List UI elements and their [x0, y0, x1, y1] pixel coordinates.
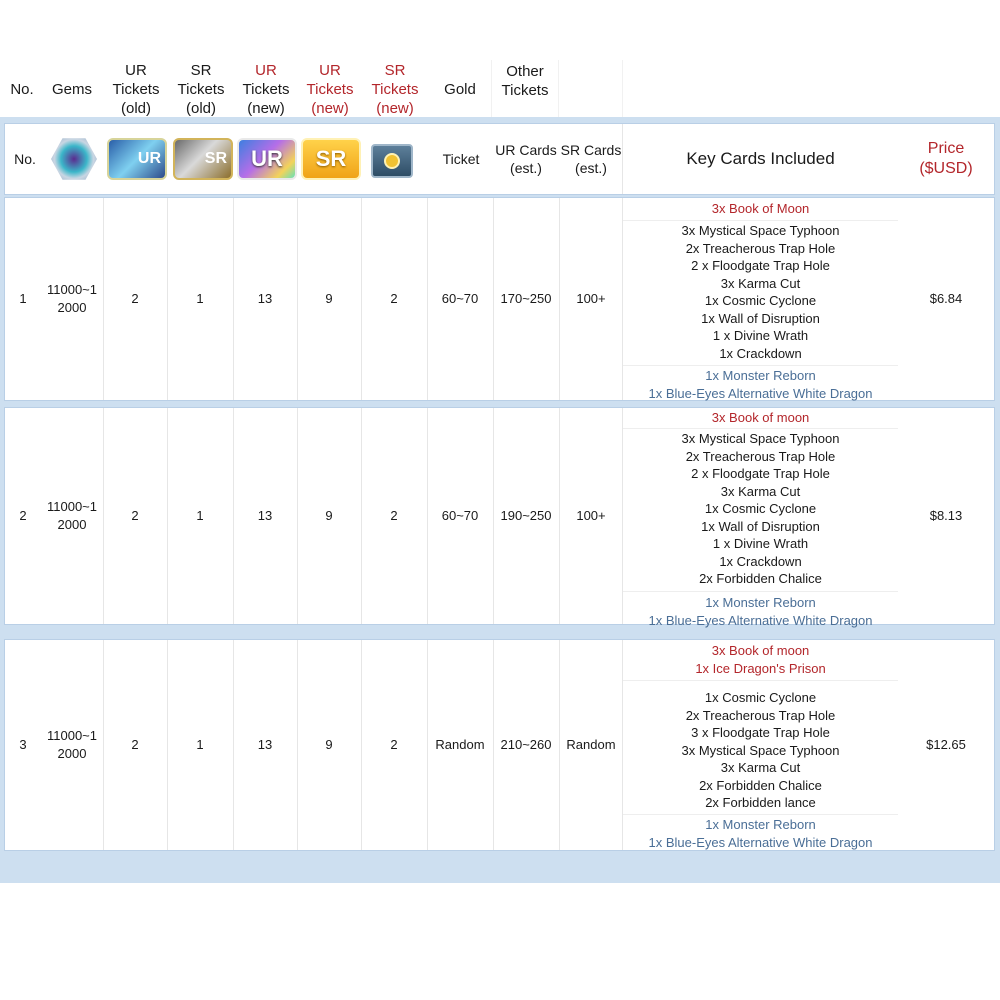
- header-gems: Gems: [51, 80, 92, 98]
- ur-ticket-new-icon: UR: [237, 138, 297, 180]
- key-cards-blue: [623, 367, 898, 402]
- icon-header-no: No.: [14, 151, 36, 167]
- header-sr-new: SR Tickets (new): [371, 61, 419, 117]
- row-sr-new-b: 2: [390, 737, 398, 752]
- list-item: 1x Monster Reborn: [705, 817, 816, 832]
- divider: [558, 60, 559, 118]
- list-item: 1x Wall of Disruption: [701, 310, 820, 326]
- list-item: 1x Wall of Disruption: [701, 518, 820, 534]
- row-no: 3: [19, 737, 27, 752]
- row-gems: 11000~1 2000: [46, 282, 97, 315]
- row-ur-cards: 170~250: [500, 291, 552, 306]
- header-gold: Gold: [444, 80, 476, 98]
- row-sr-new-b: 2: [390, 508, 398, 523]
- table-row: [4, 407, 995, 628]
- list-item: 1x Crackdown: [719, 345, 802, 361]
- top-header-row: [0, 60, 1000, 118]
- row-sr-new-a: 9: [325, 737, 333, 752]
- key-cards-blue: [623, 594, 898, 629]
- row-sr-new-b: 2: [390, 291, 398, 306]
- list-item: 2x Treacherous Trap Hole: [685, 448, 836, 464]
- row-price: $12.65: [926, 737, 966, 752]
- list-item: 3x Mystical Space Typhoon: [681, 742, 840, 758]
- coin-icon: [384, 153, 400, 169]
- table-frame: [0, 117, 1000, 883]
- row-no: 1: [19, 291, 27, 306]
- list-item: 1x Ice Dragon's Prison: [695, 660, 826, 676]
- row-price: $6.84: [929, 291, 963, 306]
- row-ur-cards: 190~250: [500, 508, 552, 523]
- icon-header-ur-cards: UR Cards (est.): [495, 142, 557, 176]
- row-gems: 11000~1 2000: [46, 499, 97, 532]
- list-item: 2x Treacherous Trap Hole: [685, 707, 836, 723]
- divider: [623, 428, 898, 429]
- key-cards-black: [623, 222, 898, 362]
- row-ur-new: 13: [257, 737, 273, 752]
- list-item: 1x Monster Reborn: [705, 368, 816, 383]
- row-sr-new-a: 9: [325, 508, 333, 523]
- icon-header-ticket: Ticket: [442, 151, 480, 167]
- list-item: 3x Book of Moon: [711, 201, 810, 216]
- row-sr-cards: Random: [566, 737, 616, 752]
- list-item: 3x Karma Cut: [720, 760, 801, 775]
- other-ticket-icon: [371, 144, 413, 178]
- gem-icon: [51, 136, 97, 182]
- divider: [623, 591, 898, 592]
- key-cards-list: [623, 198, 898, 400]
- list-item: 1x Blue-Eyes Alternative White Dragon: [648, 834, 873, 850]
- key-cards-red: [623, 409, 898, 427]
- row-sr-old: 1: [196, 508, 204, 523]
- row-ur-new: 13: [257, 291, 273, 306]
- table-row: [4, 639, 995, 851]
- key-cards-red: [623, 200, 898, 218]
- header-no: No.: [10, 80, 34, 98]
- list-item: 1x Crackdown: [719, 553, 802, 569]
- key-cards-list: [623, 408, 898, 628]
- list-item: 3x Karma Cut: [720, 275, 801, 291]
- list-item: 1 x Divine Wrath: [712, 328, 809, 343]
- sr-ticket-old-icon: SR: [173, 138, 233, 180]
- row-gold: 60~70: [441, 508, 479, 523]
- row-ur-cards: 210~260: [500, 737, 552, 752]
- row-gold: 60~70: [441, 291, 479, 306]
- row-sr-new-a: 9: [325, 291, 333, 306]
- list-item: 3x Mystical Space Typhoon: [681, 223, 840, 238]
- list-item: 1 x Divine Wrath: [712, 536, 809, 551]
- list-item: 1x Cosmic Cyclone: [704, 293, 817, 308]
- key-cards-red: [623, 642, 898, 677]
- sr-ticket-new-icon: SR: [301, 138, 361, 180]
- list-item: 3x Book of moon: [711, 410, 810, 425]
- row-gems: 11000~1 2000: [46, 728, 97, 761]
- icon-header-price: Price ($USD): [919, 140, 973, 177]
- row-ur-old: 2: [131, 291, 139, 306]
- divider: [491, 60, 492, 118]
- list-item: 2x Forbidden lance: [705, 795, 816, 810]
- divider: [623, 814, 898, 815]
- divider: [623, 220, 898, 221]
- list-item: 2 x Floodgate Trap Hole: [691, 466, 830, 481]
- header-ur-new: UR Tickets (new): [242, 61, 290, 117]
- list-item: 1x Monster Reborn: [705, 595, 816, 610]
- row-ur-new: 13: [257, 508, 273, 523]
- key-cards-black: [623, 430, 898, 588]
- list-item: 3x Mystical Space Typhoon: [681, 431, 840, 446]
- list-item: 2 x Floodgate Trap Hole: [691, 258, 830, 273]
- header-ur-old: UR Tickets (old): [112, 61, 160, 117]
- row-ur-old: 2: [131, 737, 139, 752]
- list-item: 3x Karma Cut: [720, 483, 801, 499]
- row-sr-cards: 100+: [576, 508, 606, 523]
- row-price: $8.13: [929, 508, 963, 523]
- ur-ticket-old-icon: UR: [107, 138, 167, 180]
- row-sr-old: 1: [196, 291, 204, 306]
- icon-header-row: [4, 123, 995, 195]
- divider: [623, 680, 898, 681]
- table-row: [4, 197, 995, 401]
- list-item: 1x Cosmic Cyclone: [704, 501, 817, 516]
- icon-header-sr-cards: SR Cards (est.): [560, 142, 622, 176]
- row-sr-old: 1: [196, 737, 204, 752]
- row-sr-cards: 100+: [576, 291, 606, 306]
- icon-header-key-cards: Key Cards Included: [686, 149, 835, 168]
- list-item: 1x Blue-Eyes Alternative White Dragon: [648, 385, 873, 401]
- divider: [623, 365, 898, 366]
- row-no: 2: [19, 508, 27, 523]
- divider: [622, 60, 623, 118]
- key-cards-list: [623, 640, 898, 850]
- list-item: 3 x Floodgate Trap Hole: [691, 725, 830, 740]
- header-ur-new-2: UR Tickets (new): [306, 61, 354, 117]
- list-item: 2x Forbidden Chalice: [699, 571, 822, 586]
- header-other: Other Tickets: [501, 63, 549, 99]
- row-gold: Random: [435, 737, 485, 752]
- key-cards-blue: [623, 816, 898, 851]
- list-item: 1x Cosmic Cyclone: [704, 690, 817, 705]
- list-item: 2x Treacherous Trap Hole: [685, 240, 836, 256]
- row-ur-old: 2: [131, 508, 139, 523]
- list-item: 1x Blue-Eyes Alternative White Dragon: [648, 612, 873, 628]
- key-cards-black: [623, 689, 898, 812]
- list-item: 2x Forbidden Chalice: [699, 777, 822, 793]
- list-item: 3x Book of moon: [711, 643, 810, 658]
- header-sr-old: SR Tickets (old): [177, 61, 225, 117]
